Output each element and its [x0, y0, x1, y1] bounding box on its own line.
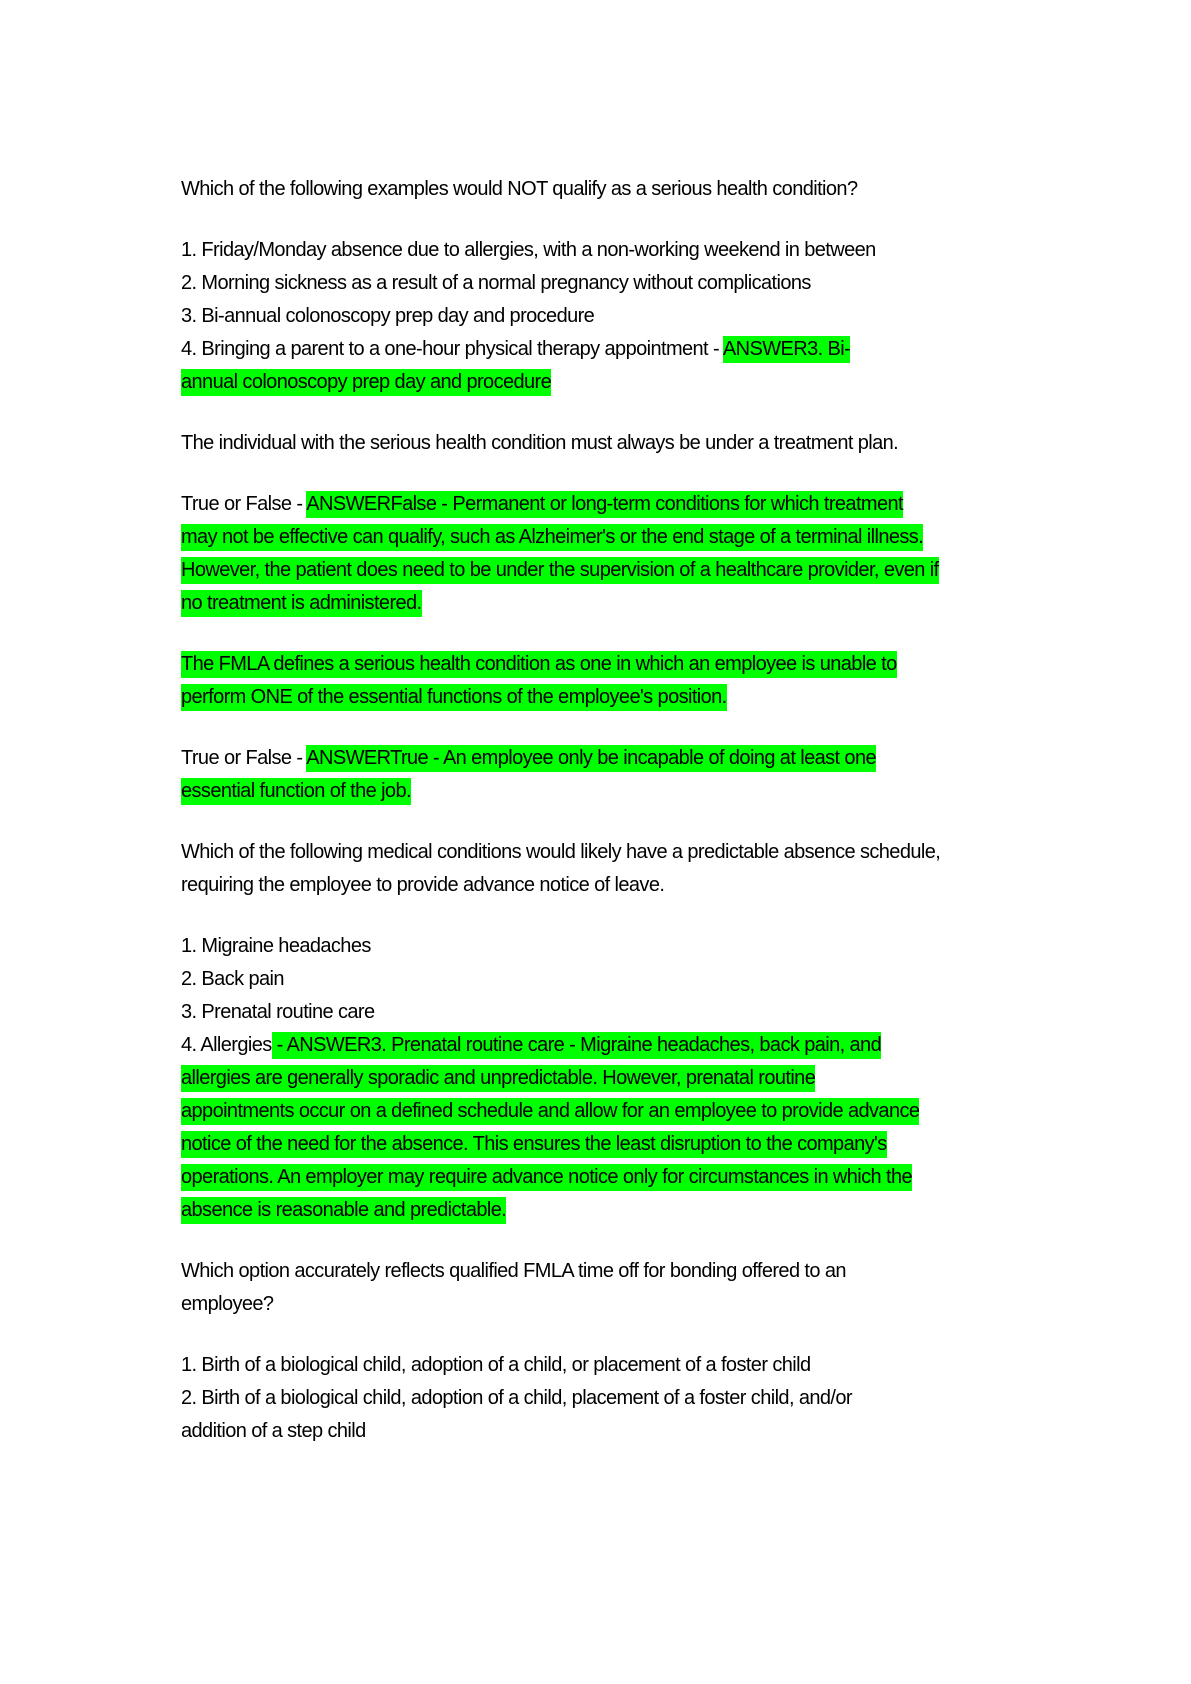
statement-line	[181, 648, 1021, 681]
question-text: Which of the following examples would NOT qualify as a serious health condition?	[181, 178, 858, 200]
answer-continuation	[181, 366, 1021, 399]
question-3-answer	[181, 742, 1021, 808]
option-item: 1. Friday/Monday absence due to allergies, with a non-working weekend in between	[181, 239, 876, 261]
highlighted-answer: ANSWER3. Bi-	[723, 336, 850, 363]
highlighted-statement: The FMLA defines a serious health condition as one in which an employee is unable to	[181, 651, 897, 678]
answer-line	[181, 1128, 1021, 1161]
statement-line	[181, 681, 1021, 714]
question-2	[181, 427, 1021, 460]
question-1-options	[181, 234, 1021, 399]
option-item: 1. Birth of a biological child, adoption of a child, or placement of a foster child	[181, 1354, 811, 1376]
question-line: requiring the employee to provide advance notice of leave.	[181, 874, 665, 896]
highlighted-answer: annual colonoscopy prep day and procedure	[181, 369, 551, 396]
question-3	[181, 648, 1021, 714]
option-item-with-answer	[181, 333, 1021, 366]
question-4-options	[181, 930, 1021, 1227]
answer-line	[181, 554, 1021, 587]
answer-line	[181, 521, 1021, 554]
question-4	[181, 836, 1021, 902]
option-item: 2. Birth of a biological child, adoption of a child, placement of a foster child, and/or	[181, 1387, 852, 1409]
question-2-answer	[181, 488, 1021, 620]
question-5-options	[181, 1349, 1021, 1448]
question-5	[181, 1255, 1021, 1321]
highlighted-answer: However, the patient does need to be under the supervision of a healthcare provider, even if	[181, 557, 939, 584]
question-line: employee?	[181, 1293, 274, 1315]
answer-line	[181, 488, 1021, 521]
true-false-prefix: True or False -	[181, 747, 307, 769]
highlighted-statement: perform ONE of the essential functions of the employee's position.	[181, 684, 727, 711]
answer-line	[181, 775, 1021, 808]
answer-line	[181, 742, 1021, 775]
highlighted-answer: ANSWERTrue - An employee only be incapable of doing at least one	[306, 745, 876, 772]
option-item: 2. Morning sickness as a result of a normal pregnancy without complications	[181, 272, 811, 294]
highlighted-answer: absence is reasonable and predictable.	[181, 1197, 506, 1224]
answer-line	[181, 1194, 1021, 1227]
highlighted-answer: no treatment is administered.	[181, 590, 422, 617]
question-line: Which option accurately reflects qualified FMLA time off for bonding offered to an	[181, 1260, 846, 1282]
option-text: 4. Allergies	[181, 1034, 272, 1056]
question-1	[181, 173, 1021, 206]
highlighted-answer: ANSWERFalse - Permanent or long-term conditions for which treatment	[306, 491, 903, 518]
highlighted-answer: allergies are generally sporadic and unpredictable. However, prenatal routine	[181, 1065, 815, 1092]
highlighted-answer: essential function of the job.	[181, 778, 411, 805]
highlighted-answer: - ANSWER3. Prenatal routine care - Migraine headaches, back pain, and	[272, 1032, 881, 1059]
option-item: 1. Migraine headaches	[181, 935, 371, 957]
option-item: 2. Back pain	[181, 968, 284, 990]
option-item: addition of a step child	[181, 1420, 366, 1442]
answer-line	[181, 587, 1021, 620]
question-line: Which of the following medical conditions would likely have a predictable absence schedule,	[181, 841, 941, 863]
option-text: 4. Bringing a parent to a one-hour physical therapy appointment -	[181, 338, 723, 360]
answer-line	[181, 1062, 1021, 1095]
true-false-prefix: True or False -	[181, 493, 307, 515]
highlighted-answer: may not be effective can qualify, such as Alzheimer's or the end stage of a terminal illness.	[181, 524, 923, 551]
highlighted-answer: operations. An employer may require advance notice only for circumstances in which the	[181, 1164, 912, 1191]
option-item-with-answer	[181, 1029, 1021, 1062]
document-page	[181, 173, 1021, 1448]
answer-line	[181, 1161, 1021, 1194]
highlighted-answer: notice of the need for the absence. This ensures the least disruption to the company's	[181, 1131, 887, 1158]
highlighted-answer: appointments occur on a defined schedule and allow for an employee to provide advance	[181, 1098, 919, 1125]
answer-line	[181, 1095, 1021, 1128]
option-item: 3. Bi-annual colonoscopy prep day and procedure	[181, 305, 595, 327]
statement-text: The individual with the serious health condition must always be under a treatment plan.	[181, 432, 899, 454]
option-item: 3. Prenatal routine care	[181, 1001, 375, 1023]
